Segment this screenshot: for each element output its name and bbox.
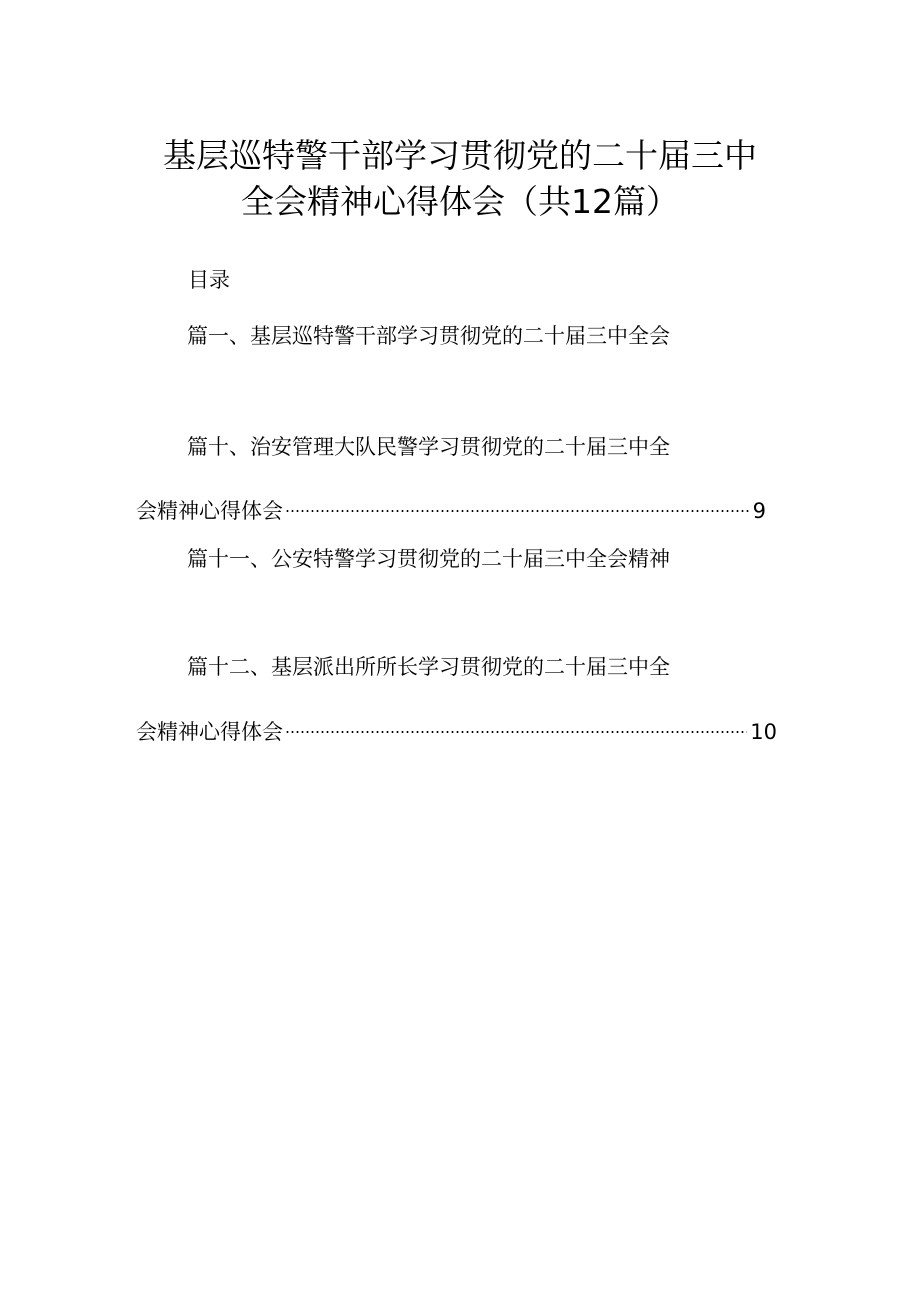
toc-entry-10-title-cont: 会精神心得体会 <box>136 499 283 523</box>
document-title-line-2: 全会精神心得体会（共12篇） <box>241 182 679 221</box>
toc-entry-10-page-number: 9 <box>752 499 766 523</box>
toc-heading: 目录 <box>188 268 230 292</box>
toc-entry-12-title-cont: 会精神心得体会 <box>136 720 283 744</box>
toc-dot-leader <box>285 709 747 739</box>
toc-entry-10-title[interactable]: 篇十、治安管理大队民警学习贯彻党的二十届三中全 <box>187 435 670 459</box>
toc-entry-1-title[interactable]: 篇一、基层巡特警干部学习贯彻党的二十届三中全会 <box>187 324 670 348</box>
toc-entry-10-continuation[interactable] <box>136 488 766 526</box>
document-title-line-1: 基层巡特警干部学习贯彻党的二十届三中 <box>163 136 757 175</box>
toc-dot-leader <box>285 488 750 518</box>
toc-entry-12-continuation[interactable] <box>136 709 777 747</box>
toc-entry-12-title[interactable]: 篇十二、基层派出所所长学习贯彻党的二十届三中全 <box>187 655 670 679</box>
toc-entry-11-title[interactable]: 篇十一、公安特警学习贯彻党的二十届三中全会精神 <box>187 547 670 571</box>
toc-entry-12-page-number: 10 <box>750 720 777 744</box>
